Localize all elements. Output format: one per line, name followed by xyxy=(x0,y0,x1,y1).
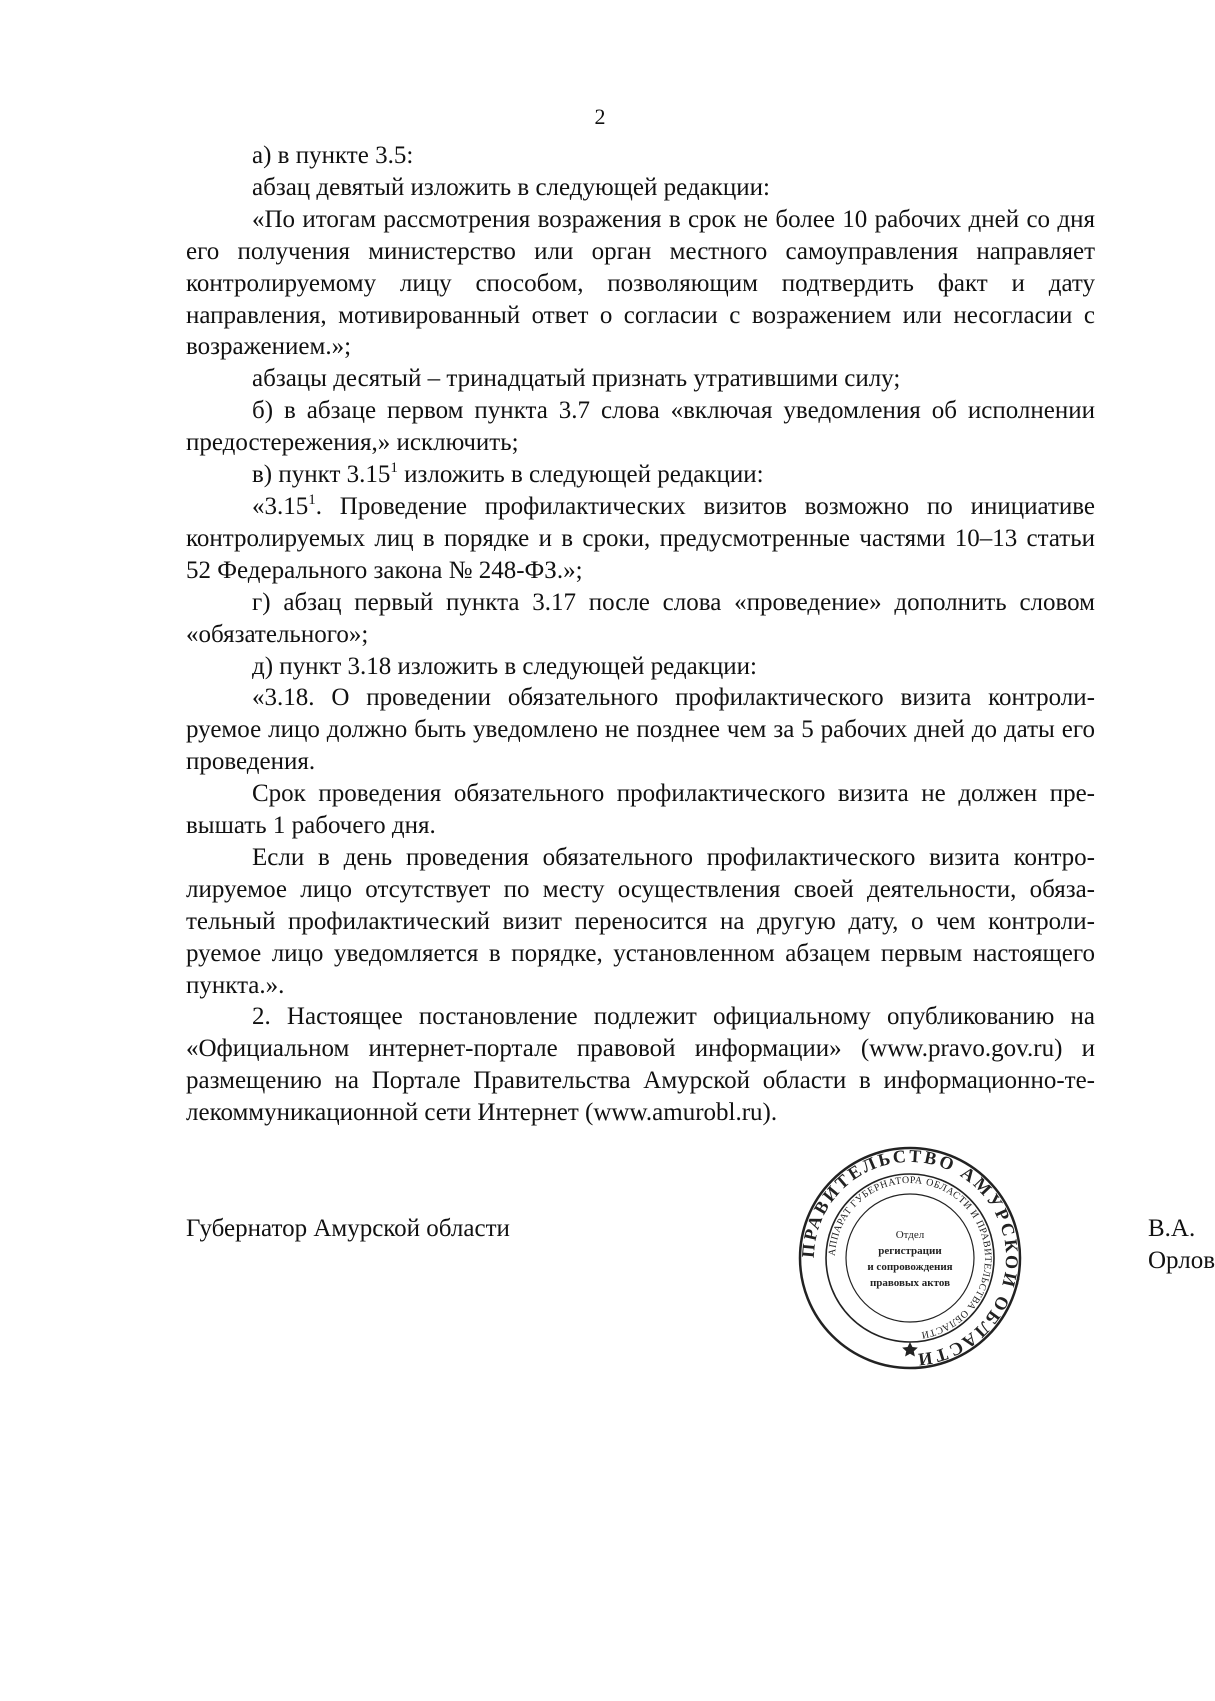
paragraph xyxy=(186,459,1095,491)
seal-middle-ring xyxy=(826,1174,994,1342)
seal-inner-text xyxy=(827,1175,993,1340)
seal-inner-text-path: АППАРАТ ГУБЕРНАТОРА ОБЛАСТИ И ПРАВИТЕЛЬСТВА ОБЛАСТИ xyxy=(826,1174,994,1341)
paragraph: абзацы десятый – тринадцатый признать утратившими силу; xyxy=(252,365,901,393)
paragraph-text: . Проведение профилактических визитов возможно по инициативе контролируемых лиц в порядке и в сроки, предусмотренные частями 10–13 статьи 52 Федерального закона № 248-ФЗ.»; xyxy=(186,492,1095,584)
paragraph: абзац девятый изложить в следующей редакции: xyxy=(252,173,770,201)
paragraph: б) в абзаце первом пункта 3.7 слова «включая уведомления об исполнении предостережения,» исключить; xyxy=(186,397,1095,457)
signer-name: В.А. Орлов xyxy=(1148,1215,1215,1274)
seal-center-line: правовых актов xyxy=(869,1277,951,1289)
paragraph: «3.18. О проведении обязательного профилактического визита контролируемое лицо должно быть уведомлено не позднее чем за 5 рабочих дней до даты его проведения. xyxy=(186,684,1095,776)
paragraph-text: «3.15 xyxy=(252,492,309,520)
seal-graphic xyxy=(798,1146,1022,1370)
paragraph: Срок проведения обязательного профилактического визита не должен превышать 1 рабочего дня. xyxy=(186,780,1095,840)
paragraph: 2. Настоящее постановление подлежит официальному опубликованию на «Официальном интернет-портале правовой информации» (www.pravo.gov.ru) и размещению на Портале Правительства Амурской области в информационно-телекоммуникационной сети Интернет (www.amurobl.ru). xyxy=(186,1003,1095,1127)
seal-center-line: и сопровождения xyxy=(867,1261,953,1273)
page-number: 2 xyxy=(594,104,606,129)
seal-outer-text-path: ПРАВИТЕЛЬСТВО АМУРСКОЙ ОБЛАСТИ xyxy=(798,1146,1022,1370)
superscript: 1 xyxy=(390,460,398,477)
paragraph xyxy=(186,491,1095,587)
signer-position: Губернатор Амурской области xyxy=(186,1215,510,1242)
official-seal xyxy=(798,1146,1022,1370)
paragraph: д) пункт 3.18 изложить в следующей редакции: xyxy=(252,652,757,680)
document-body xyxy=(186,140,1095,1129)
paragraph-text: изложить в следующей редакции: xyxy=(397,461,764,489)
paragraph: г) абзац первый пункта 3.17 после слова «проведение» дополнить словом «обязательного»; xyxy=(186,588,1095,648)
paragraph: а) в пункте 3.5: xyxy=(252,142,414,169)
seal-center-line: регистрации xyxy=(878,1245,942,1257)
paragraph: «По итогам рассмотрения возражения в срок не более 10 рабочих дней со дня его получения министерство или орган местного самоуправления направляет контролируемому лицу способом, позволяющим подтвердить факт и дату направления, мотивированный ответ о согласии с возражением или несогласии с возражением.»; xyxy=(186,205,1095,361)
paragraph: Если в день проведения обязательного профилактического визита контролируемое лицо отсутствует по месту осуществления своей деятельности, обязательный профилактический визит переносится на другую дату, о чем контролируемое лицо уведомляется в порядке, установленном абзацем первым настоящего пункта.». xyxy=(186,843,1095,999)
seal-inner-ring xyxy=(846,1194,974,1322)
superscript: 1 xyxy=(308,491,316,508)
seal-center-line: Отдел xyxy=(895,1229,925,1241)
paragraph-text: в) пункт 3.15 xyxy=(252,461,391,489)
